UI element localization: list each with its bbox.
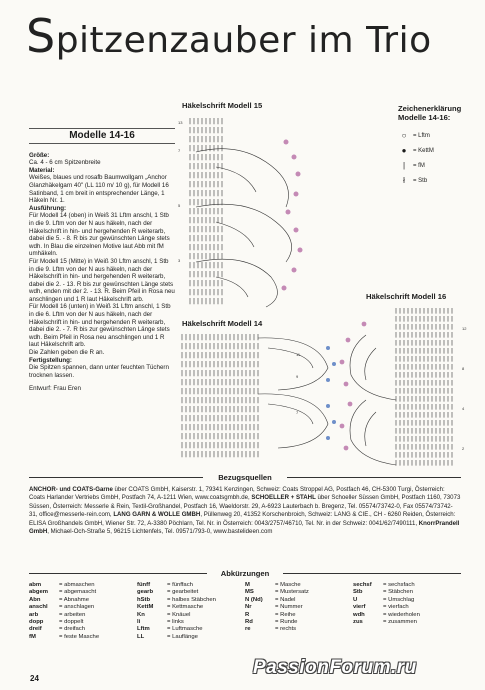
abbreviation-row bbox=[245, 612, 353, 619]
abbreviation-meaning: = dreifach bbox=[59, 626, 86, 633]
svg-text:3: 3 bbox=[178, 258, 181, 263]
supplier-details: über COATS GmbH, Kaiserstr. 1, 79341 Kenzingen, Schweiz: Coats Stroppel AG, Postfach 46, CH-5300 Turgi, Österreich: Coats Harlander Vertriebs GmbH, Postfach 74, A-1211 Wien, www.coatsgmbh.de, bbox=[29, 486, 445, 502]
instructions-heading: Modelle 14-16 bbox=[29, 128, 175, 144]
abbreviation-key: Abn bbox=[29, 596, 41, 603]
svg-text:8: 8 bbox=[462, 366, 465, 371]
instruction-label: Material: bbox=[29, 166, 55, 174]
abbreviation-meaning: = halbes Stäbchen bbox=[167, 596, 216, 603]
instruction-line bbox=[29, 152, 175, 160]
instruction-label: Fertigstellung: bbox=[29, 356, 72, 364]
abbreviation-row bbox=[137, 582, 245, 589]
abbreviation-key: fünff bbox=[137, 582, 151, 588]
page-title: Spitzenzauber im Trio bbox=[26, 9, 432, 63]
abbreviation-row bbox=[29, 612, 137, 619]
abbreviations-section bbox=[29, 569, 461, 641]
legend-label: = KettM bbox=[413, 147, 434, 154]
abbreviation-row bbox=[245, 589, 353, 596]
abbreviation-row bbox=[353, 619, 461, 626]
abbreviation-key: dopp bbox=[29, 619, 44, 626]
abbreviation-key: MS bbox=[245, 589, 254, 596]
legend-item bbox=[398, 173, 468, 188]
svg-text:7: 7 bbox=[296, 410, 299, 415]
instruction-line bbox=[29, 364, 175, 379]
abbreviation-key: hStb bbox=[137, 596, 151, 603]
instruction-text: Ca. 4 - 6 cm Spitzenbreite bbox=[29, 159, 101, 167]
abbreviation-meaning: = Kettmasche bbox=[167, 604, 204, 611]
abbreviation-row bbox=[245, 604, 353, 611]
legend-title: Zeichenerklärung Modelle 14-16: bbox=[398, 104, 462, 122]
abbreviation-row bbox=[245, 597, 353, 604]
instruction-text: Für Modell 14 (oben) in Weiß 31 Lftm anschl, 1 Stb in die 9. Lftm von der N aus häkeln, nach der Häkelschrift in hin- und hergehenden R weiterarb, dabei die 5. - 8. R bis zur gewünschten Länge stets wdh. In Blau die einzelnen Motive laut Abb mit fM umhäkeln. bbox=[29, 212, 170, 258]
stitch-symbol-icon: ○ bbox=[401, 131, 407, 140]
abbreviation-key: arb bbox=[29, 611, 39, 618]
abbreviation-meaning: = arbeiten bbox=[59, 611, 86, 618]
abbreviation-meaning: = sechsfach bbox=[383, 582, 415, 588]
instruction-text: Für Modell 15 (Mitte) in Weiß 30 Lftm anschl, 1 Stb in die 9. Lftm von der N aus häkeln, nach der Häkelschrift in hin- und hergehenden R weiterarb, dabei die 2. - 13. R bis zur gewünschten Länge stets wdh, enden mit der 2. - 13. R. Beim Pfeil in Rosa neu anschlingen und 1 R laut Häkelschrift arb. bbox=[29, 257, 175, 303]
abbreviation-row bbox=[137, 597, 245, 604]
supplier-details: über Schoeller Süssen GmbH, Postfach 1160, 73073 Süssen, Österreich: Messerle & Rein, Textil-Großhandel, Postfach 16, Waeldorstr. 29, A-6923 Lauterbach b. Bregenz, Tel. 05574/73742-0, Fax 05574/73742-31, office@messerle-rein.com, bbox=[29, 494, 461, 519]
instruction-text: Die Zahlen geben die R an. bbox=[29, 349, 105, 357]
watermark: PassionForum.ru bbox=[253, 657, 417, 678]
abbreviation-key: vierf bbox=[353, 604, 366, 611]
legend-items bbox=[398, 128, 468, 188]
crochet-chart-model-15 bbox=[176, 112, 326, 312]
crochet-chart-model-16 bbox=[336, 300, 476, 470]
abbreviation-key: dreif bbox=[29, 626, 42, 633]
abbreviation-key: gearb bbox=[137, 589, 154, 596]
svg-text:13: 13 bbox=[178, 120, 183, 125]
legend-label: = Stb bbox=[413, 177, 428, 184]
abbreviation-row bbox=[137, 619, 245, 626]
instruction-line bbox=[29, 167, 175, 175]
abbreviations-column bbox=[29, 582, 137, 641]
abbreviation-meaning: = vierfach bbox=[383, 604, 409, 611]
abbreviation-meaning: = anschlagen bbox=[59, 604, 95, 611]
abbreviation-meaning: = doppelt bbox=[59, 619, 84, 626]
svg-text:12: 12 bbox=[462, 326, 467, 331]
abbreviation-key: re bbox=[245, 626, 251, 633]
abbreviation-row bbox=[353, 597, 461, 604]
abbreviation-key: zus bbox=[353, 619, 363, 626]
abbreviation-meaning: = abgemascht bbox=[59, 589, 97, 596]
legend-label: = fM bbox=[413, 162, 425, 169]
svg-text:2: 2 bbox=[462, 446, 465, 451]
supplier-details: , Michael-Och-Straße 5, 96215 Lichtenfels, Tel. 09571/793-0, www.bastelideen.com bbox=[47, 528, 273, 536]
abbreviation-row bbox=[29, 626, 137, 633]
sources-paragraph bbox=[29, 486, 461, 536]
abbreviation-row bbox=[29, 604, 137, 611]
abbreviation-row bbox=[245, 626, 353, 633]
instructions-column bbox=[29, 128, 175, 393]
instruction-text: Weißes, blaues und rosafb Baumwollgarn „Anchor Glanzhäkelgarn 40" (LL 110 m/ 10 g), für Modell 16 Satinband, 1 cm breit in entsprechender Länge, 1 Häkeln Nr. 1. bbox=[29, 174, 169, 205]
abbreviation-meaning: = Luftmasche bbox=[167, 626, 203, 633]
abbreviation-row bbox=[353, 612, 461, 619]
stitch-symbol-icon: ł bbox=[403, 176, 405, 185]
abbreviation-meaning: = Nadel bbox=[275, 596, 296, 603]
chart-title-model-15: Häkelschrift Modell 15 bbox=[182, 101, 263, 110]
abbreviation-row bbox=[29, 589, 137, 596]
abbreviation-row bbox=[29, 634, 137, 641]
instruction-line bbox=[29, 174, 175, 204]
abbreviation-row bbox=[137, 634, 245, 641]
abbreviation-key: N (Nd) bbox=[245, 596, 263, 603]
abbreviation-key: Lftm bbox=[137, 626, 150, 633]
svg-text:11: 11 bbox=[296, 352, 301, 357]
instruction-line bbox=[29, 303, 175, 349]
abbreviation-meaning: = Reihe bbox=[275, 611, 296, 618]
instruction-line bbox=[29, 205, 175, 213]
svg-text:9: 9 bbox=[296, 374, 299, 379]
abbreviation-meaning: = Abnahme bbox=[59, 596, 89, 603]
abbreviation-row bbox=[137, 626, 245, 633]
abbreviation-row bbox=[353, 604, 461, 611]
abbreviation-row bbox=[29, 597, 137, 604]
abbreviation-key: R bbox=[245, 611, 250, 618]
supplier-name: LANG GARN & WOLLE GMBH bbox=[113, 511, 201, 519]
instruction-text: Die Spitzen spannen, dann unter feuchten Tüchern trocknen lassen. bbox=[29, 364, 169, 379]
supplier-name: SCHOELLER + STAHL bbox=[251, 494, 316, 502]
abbreviation-row bbox=[245, 582, 353, 589]
sources-body bbox=[29, 486, 461, 536]
abbreviation-meaning: = feste Masche bbox=[59, 633, 100, 640]
abbreviation-key: fM bbox=[29, 633, 36, 640]
svg-text:4: 4 bbox=[462, 406, 465, 411]
instruction-line bbox=[29, 212, 175, 258]
abbreviation-meaning: = rechts bbox=[275, 626, 297, 633]
abbreviation-meaning: = Runde bbox=[275, 619, 298, 626]
abbreviation-key: abgem bbox=[29, 589, 48, 596]
abbreviation-key: U bbox=[353, 596, 358, 603]
supplier-details: , Püllenweg 20, 41352 Korschenbroich, Schweiz: LANG & CIE., CH - 6260 Reiden, Österreich: ELISA Großhandels GmbH, Wiener Str. 72, A-3380 Pöchlarn, Tel. Nr. in Österreich: 0043/2757/46710, Tel. Nr. in der Schweiz: 0041/62/7490111, bbox=[29, 511, 456, 527]
legend-label: = Lftm bbox=[413, 132, 430, 139]
svg-text:7: 7 bbox=[178, 148, 181, 153]
legend-item bbox=[398, 128, 468, 143]
instruction-label: Größe: bbox=[29, 151, 50, 159]
abbreviation-key: M bbox=[245, 582, 250, 588]
abbreviation-row bbox=[137, 589, 245, 596]
abbreviation-meaning: = Stäbchen bbox=[383, 589, 413, 596]
abbreviation-key: LL bbox=[137, 633, 145, 640]
abbreviations-column bbox=[137, 582, 245, 641]
abbreviation-key: Stb bbox=[353, 589, 363, 596]
abbreviation-key: Kn bbox=[137, 611, 145, 618]
abbreviation-meaning: = Masche bbox=[275, 582, 301, 588]
abbreviation-meaning: = Lauflänge bbox=[167, 633, 198, 640]
abbreviation-key: Nr bbox=[245, 604, 252, 611]
chart-title-model-14: Häkelschrift Modell 14 bbox=[182, 319, 263, 328]
supplier-name: KnorrPrandell GmbH bbox=[29, 519, 460, 536]
svg-text:5: 5 bbox=[178, 203, 181, 208]
abbreviation-meaning: = links bbox=[167, 619, 184, 626]
chart-title-model-16: Häkelschrift Modell 16 bbox=[366, 292, 447, 301]
abbreviation-row bbox=[353, 589, 461, 596]
abbreviation-row bbox=[353, 582, 461, 589]
abbreviation-row bbox=[29, 582, 137, 589]
legend-item bbox=[398, 158, 468, 173]
abbreviation-row bbox=[137, 604, 245, 611]
stitch-symbol-icon: | bbox=[402, 161, 406, 170]
abbreviation-meaning: = Mustersatz bbox=[275, 589, 309, 596]
instruction-text: Für Modell 16 (unten) in Weiß 31 Lftm anschl, 1 Stb in die 6. Lftm von der N aus häkeln, nach der Häkelschrift in hin- und hergehenden R weiterarb, dabei die 2. - 7. R bis zur gewünschten Länge stets wdh. Beim Pfeil in Rosa neu anschlingen und 1 R laut Häkelschrift arb. bbox=[29, 303, 171, 349]
abbreviation-key: sechsf bbox=[353, 582, 372, 588]
supplier-name: ANCHOR- und COATS-Garne bbox=[29, 486, 113, 493]
author-credit: Entwurf: Frau Eren bbox=[29, 385, 81, 393]
abbreviation-row bbox=[29, 619, 137, 626]
page-number: 24 bbox=[30, 674, 39, 683]
instruction-line bbox=[29, 349, 175, 357]
abbreviation-meaning: = zusammen bbox=[383, 619, 417, 626]
abbreviation-row bbox=[137, 612, 245, 619]
abbreviation-meaning: = fünffach bbox=[167, 582, 193, 588]
abbreviations-column bbox=[245, 582, 353, 641]
abbreviations-title: Abkürzungen bbox=[207, 569, 283, 578]
legend-item bbox=[398, 143, 468, 158]
crochet-chart-model-14 bbox=[178, 328, 348, 464]
instruction-line bbox=[29, 159, 175, 167]
abbreviations-table bbox=[29, 582, 461, 641]
sources-section bbox=[29, 473, 461, 536]
abbreviation-row bbox=[245, 619, 353, 626]
instruction-label: Ausführung: bbox=[29, 204, 67, 212]
abbreviation-key: Rd bbox=[245, 619, 253, 626]
abbreviations-column bbox=[353, 582, 461, 641]
stitch-symbol-icon: ● bbox=[401, 146, 407, 155]
abbreviation-key: anschl bbox=[29, 604, 48, 611]
abbreviation-key: abm bbox=[29, 582, 42, 588]
abbreviation-meaning: = abmaschen bbox=[59, 582, 95, 588]
symbol-legend bbox=[398, 104, 468, 188]
abbreviation-meaning: = Knäuel bbox=[167, 611, 191, 618]
abbreviation-key: li bbox=[137, 619, 141, 626]
sources-title: Bezugsquellen bbox=[203, 473, 287, 482]
abbreviation-meaning: = gearbeitet bbox=[167, 589, 199, 596]
instructions-body bbox=[29, 152, 175, 380]
abbreviation-key: KettM bbox=[137, 604, 154, 611]
abbreviation-meaning: = wiederholen bbox=[383, 611, 420, 618]
abbreviation-meaning: = Umschlag bbox=[383, 596, 415, 603]
abbreviation-meaning: = Nummer bbox=[275, 604, 303, 611]
instruction-line bbox=[29, 258, 175, 304]
instruction-line bbox=[29, 357, 175, 365]
abbreviation-key: wdh bbox=[353, 611, 365, 618]
